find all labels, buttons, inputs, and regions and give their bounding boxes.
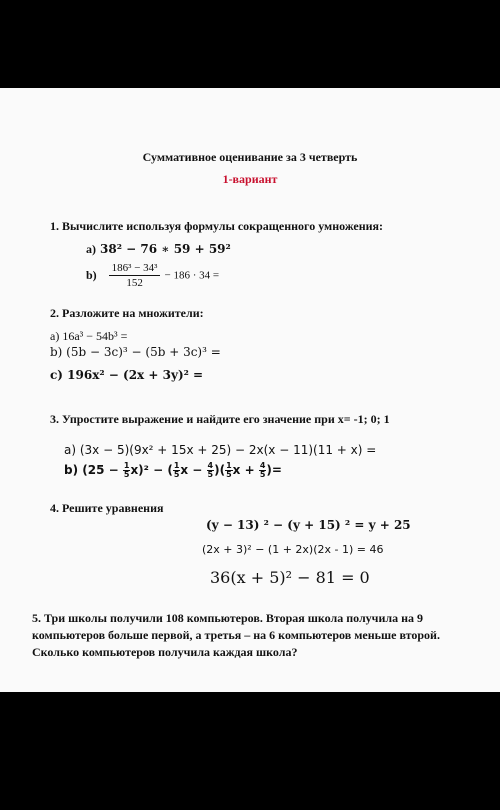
task2-heading: 2. Разложите на множители: [50,306,204,320]
task2-item-a: a) 16a³ − 54b³ = [50,329,128,343]
task4-equation-3: 36(x + 5)² − 81 = 0 [210,568,370,587]
task3-b-part: )= [266,463,282,477]
task3-b-part: x − [180,463,207,477]
task3-b-part: (25 − [82,463,123,477]
fraction-denominator: 5 [173,470,180,479]
task1-heading: 1. Вычислите используя формулы сокращенного умножения: [50,219,384,233]
task1-b-denominator: 152 [126,277,143,290]
task1-b-rest: − 186 · 34 = [164,269,220,282]
task3-b-part: x + [232,463,259,477]
fraction-numerator: 1 [173,461,180,470]
fraction-numerator: 1 [123,461,130,470]
task1-a-label: a) [86,242,96,256]
task3-b-part: )( [214,463,226,477]
fraction-denominator: 5 [226,470,232,479]
task3-heading: 3. Упростите выражение и найдите его значение при x= -1; 0; 1 [50,412,390,426]
task1-item-a [86,240,231,258]
task3-item-b [64,462,282,479]
task3-b-fraction [207,462,215,479]
task1-item-b [86,262,219,289]
task3-b-label: b) [64,463,79,477]
task3-item-a: a) (3x − 5)(9x² + 15x + 25) − 2x(x − 11)(11 + x) = [64,443,377,457]
fraction-numerator: 1 [226,461,232,470]
task1-b-label: b) [86,268,97,283]
variant-label: 1-вариант [222,172,278,186]
fraction-denominator: 5 [259,470,266,479]
task4-equation-1: (y − 13) ² − (y + 15) ² = y + 25 [206,518,411,532]
fraction-denominator: 5 [207,470,214,479]
fraction-numerator: 4 [259,461,266,470]
fraction-numerator: 4 [207,461,214,470]
fraction-denominator: 5 [123,470,130,479]
task1-b-fraction [109,262,161,289]
task1-a-expr: 38² − 76 ∗ 59 + 59² [100,242,231,256]
task3-b-part: x)² − ( [130,463,173,477]
worksheet-page [0,88,500,692]
task4-equation-2: (2x + 3)² − (1 + 2x)(2x - 1) = 46 [202,543,384,556]
task5-problem: 5. Три школы получили 108 компьютеров. Вторая школа получила на 9 компьютеров больше первой, а третья – на 6 компьютеров меньше второй. Сколько компьютеров получила каждая школа? [32,611,440,659]
task2-item-b: b) (5b − 3c)³ − (5b + 3c)³ = [50,345,221,359]
task4-heading: 4. Решите уравнения [50,501,164,515]
task1-b-numerator: 186³ − 34³ [109,262,161,276]
page-title: Суммативное оценивание за 3 четверть [142,150,358,164]
task3-b-fraction [225,462,233,479]
task2-item-c: c) 196x² − (2x + 3y)² = [50,368,204,382]
